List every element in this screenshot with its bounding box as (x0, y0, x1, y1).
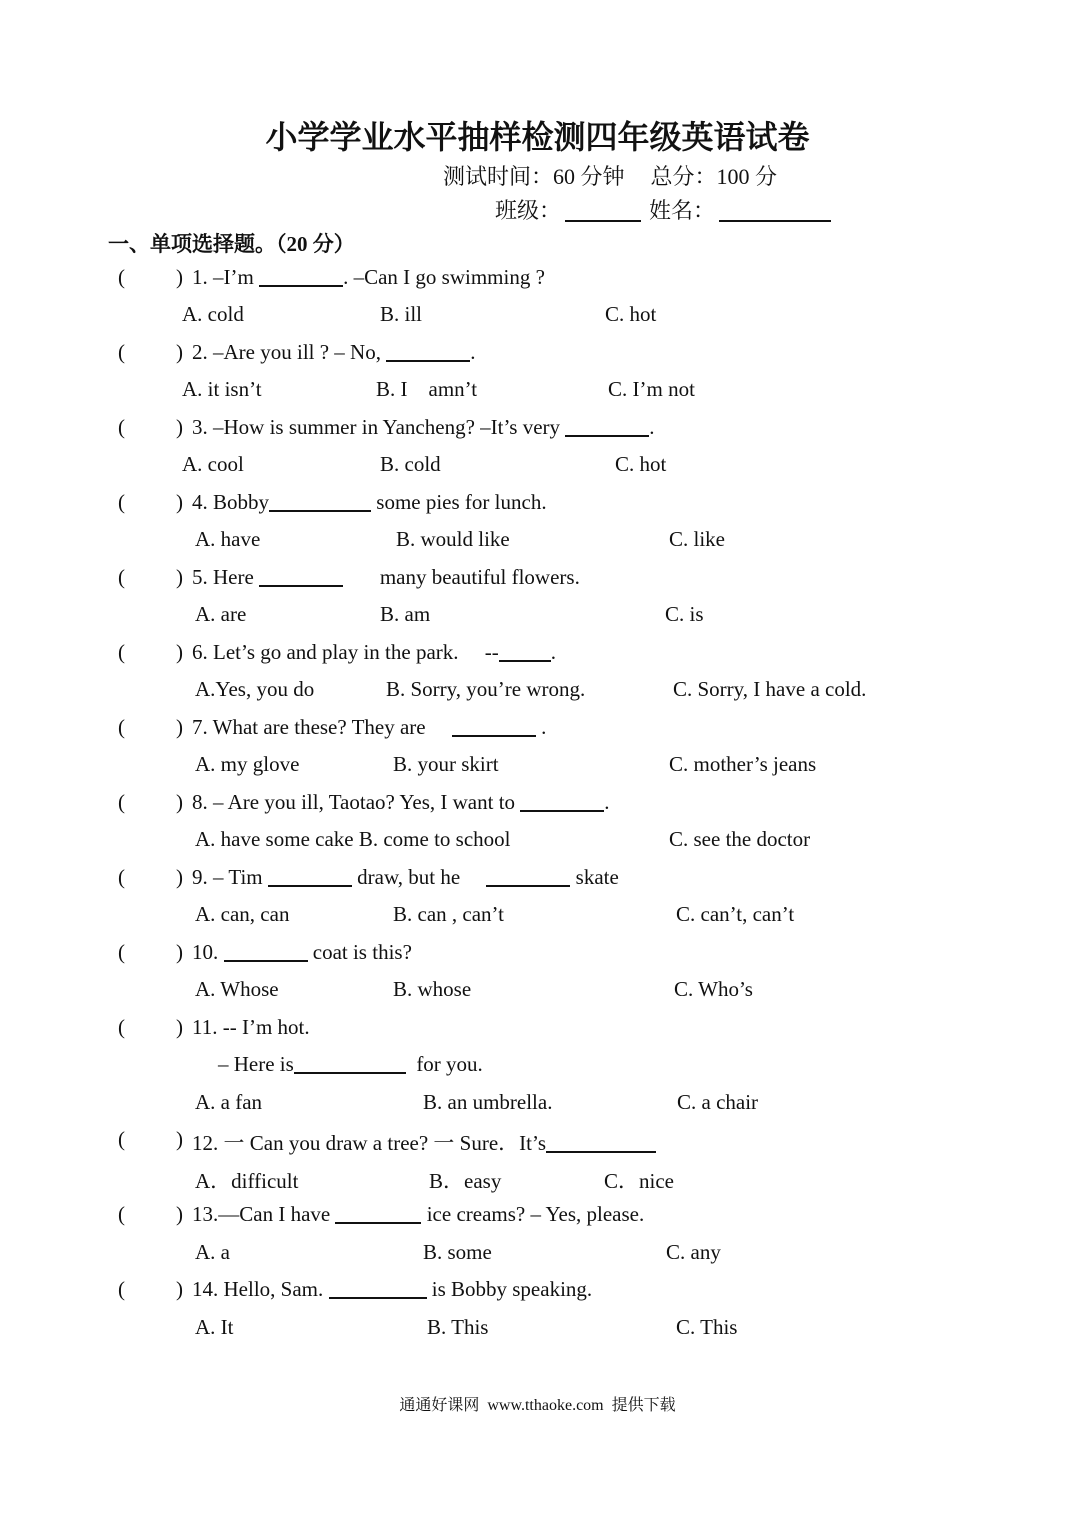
option-c[interactable]: C. hot (615, 452, 667, 476)
name-label: 姓名： (649, 198, 716, 223)
question-text: 1. –I’m . –Can I go swimming ? (192, 265, 545, 289)
option-c[interactable]: C. see the doctor (669, 827, 811, 851)
question-13 (0, 1202, 1075, 1239)
options-11 (0, 1090, 1075, 1127)
page-footer: 通通好课网 www.tthaoke.com 提供下载 (399, 1397, 676, 1414)
options-9 (0, 902, 1075, 939)
question-text: 10. coat is this? (192, 940, 412, 964)
blank (486, 865, 570, 887)
student-info (495, 194, 831, 225)
blank (335, 1202, 421, 1224)
answer-paren-close: ) (176, 1202, 183, 1226)
answer-paren-close: ) (176, 1015, 183, 1039)
options-4 (0, 527, 1075, 564)
answer-paren-open[interactable]: ( (118, 640, 125, 664)
question-11 (0, 1015, 1075, 1052)
question-5 (0, 565, 1075, 602)
section-heading: 一、单项选择题。（20 分） (108, 232, 355, 256)
question-9 (0, 865, 1075, 902)
blank (259, 265, 343, 287)
time-label: 测试时间：60 分钟 (443, 164, 625, 189)
answer-paren-close: ) (176, 790, 183, 814)
option-a[interactable]: A. it isn’t (182, 377, 262, 401)
blank (259, 565, 343, 587)
question-8 (0, 790, 1075, 827)
score-label: 总分：100 分 (650, 164, 778, 189)
answer-paren-open[interactable]: ( (118, 1127, 125, 1151)
option-b[interactable]: B. some (423, 1240, 492, 1264)
question-2 (0, 340, 1075, 377)
answer-paren-close: ) (176, 940, 183, 964)
option-c[interactable]: C. a chair (677, 1090, 759, 1114)
question-text: 9. – Tim draw, but he skate (192, 865, 619, 889)
option-a[interactable]: A. a (195, 1240, 230, 1264)
answer-paren-close: ) (176, 1277, 183, 1301)
option-b[interactable]: B. an umbrella. (423, 1090, 553, 1114)
exam-title: 小学学业水平抽样检测四年级英语试卷 (265, 119, 810, 155)
options-3 (0, 452, 1075, 489)
answer-paren-close: ) (176, 865, 183, 889)
question-14 (0, 1277, 1075, 1314)
answer-paren-open[interactable]: ( (118, 340, 125, 364)
answer-paren-open[interactable]: ( (118, 865, 125, 889)
class-blank[interactable] (565, 200, 641, 222)
option-b[interactable]: B. your skirt (393, 752, 499, 776)
options-8 (0, 827, 1075, 864)
option-b[interactable]: B．easy (429, 1169, 502, 1193)
name-blank[interactable] (719, 200, 831, 222)
option-b[interactable]: B. whose (393, 977, 472, 1001)
option-a[interactable]: A. cold (182, 302, 244, 326)
options-6 (0, 677, 1075, 714)
answer-paren-open[interactable]: ( (118, 940, 125, 964)
option-a[interactable]: A. a fan (195, 1090, 263, 1114)
options-2 (0, 377, 1075, 414)
blank (224, 940, 308, 962)
question-text: 13.—Can I have ice creams? – Yes, please. (192, 1202, 645, 1226)
option-c[interactable]: C. can’t, can’t (676, 902, 795, 926)
answer-paren-open[interactable]: ( (118, 1202, 125, 1226)
answer-paren-open[interactable]: ( (118, 265, 125, 289)
option-b[interactable]: B. would like (396, 527, 510, 551)
option-c[interactable]: C. like (669, 527, 725, 551)
blank (329, 1277, 427, 1299)
option-a[interactable]: A.Yes, you do (195, 677, 315, 701)
question-text: 2. –Are you ill ? – No, . (192, 340, 476, 364)
question-text: 14. Hello, Sam. is Bobby speaking. (192, 1277, 593, 1301)
answer-paren-close: ) (176, 715, 183, 739)
exam-meta (443, 160, 777, 191)
options-13 (0, 1240, 1075, 1277)
question-11-line2 (0, 1052, 1075, 1089)
option-b[interactable]: B. cold (380, 452, 441, 476)
options-10 (0, 977, 1075, 1014)
question-10 (0, 940, 1075, 977)
option-a-b[interactable]: A. have some cake B. come to school (195, 827, 511, 851)
option-b[interactable]: B. I amn’t (376, 377, 478, 401)
option-c[interactable]: C. Who’s (674, 977, 753, 1001)
option-b[interactable]: B. am (380, 602, 431, 626)
question-6 (0, 640, 1075, 677)
option-c[interactable]: C. is (665, 602, 704, 626)
answer-paren-open[interactable]: ( (118, 415, 125, 439)
question-1 (0, 265, 1075, 302)
answer-paren-close: ) (176, 565, 183, 589)
options-7 (0, 752, 1075, 789)
answer-paren-open[interactable]: ( (118, 565, 125, 589)
answer-paren-close: ) (176, 640, 183, 664)
options-5 (0, 602, 1075, 639)
blank (269, 490, 371, 512)
question-12 (0, 1127, 1075, 1164)
answer-paren-close: ) (176, 340, 183, 364)
blank (268, 865, 352, 887)
question-text: – Here is for you. (218, 1052, 483, 1076)
answer-paren-open[interactable]: ( (118, 715, 125, 739)
blank (294, 1052, 406, 1074)
option-b[interactable]: B. ill (380, 302, 423, 326)
option-c[interactable]: C．nice (604, 1169, 674, 1193)
question-text: 6. Let’s go and play in the park. -- . (192, 640, 557, 664)
question-text: 3. –How is summer in Yancheng? –It’s very . (192, 415, 655, 439)
option-b[interactable]: B. can , can’t (393, 902, 504, 926)
option-a[interactable]: A. Whose (195, 977, 279, 1001)
blank (386, 340, 470, 362)
blank (452, 715, 536, 737)
option-b[interactable]: B. This (427, 1315, 489, 1339)
question-3 (0, 415, 1075, 452)
option-a[interactable]: A. cool (182, 452, 244, 476)
class-label: 班级： (495, 198, 562, 223)
answer-paren-close: ) (176, 265, 183, 289)
question-text: 7. What are these? They are . (192, 715, 547, 739)
options-1 (0, 302, 1075, 339)
answer-paren-open[interactable]: ( (118, 490, 125, 514)
option-c[interactable]: C. I’m not (608, 377, 695, 401)
option-a[interactable]: A．difficult (195, 1169, 299, 1193)
blank (565, 415, 649, 437)
question-4 (0, 490, 1075, 527)
blank (499, 640, 551, 662)
blank (546, 1131, 656, 1153)
option-c[interactable]: C. Sorry, I have a cold. (673, 677, 867, 701)
option-a[interactable]: A. It (195, 1315, 234, 1339)
answer-paren-open[interactable]: ( (118, 1015, 125, 1039)
option-c[interactable]: C. mother’s jeans (669, 752, 817, 776)
blank (520, 790, 604, 812)
option-c[interactable]: C. hot (605, 302, 657, 326)
option-c[interactable]: C. any (666, 1240, 721, 1264)
option-a[interactable]: A. have (195, 527, 261, 551)
option-b[interactable]: B. Sorry, you’re wrong. (386, 677, 586, 701)
answer-paren-close: ) (176, 1127, 183, 1151)
option-c[interactable]: C. This (676, 1315, 738, 1339)
question-7 (0, 715, 1075, 752)
options-14 (0, 1315, 1075, 1352)
answer-paren-close: ) (176, 490, 183, 514)
answer-paren-open[interactable]: ( (118, 790, 125, 814)
option-a[interactable]: A. can, can (195, 902, 290, 926)
option-a[interactable]: A. my glove (195, 752, 300, 776)
question-text: 12. 一 Can you draw a tree? 一 Sure．It’s (192, 1127, 656, 1157)
question-text: 8. – Are you ill, Taotao? Yes, I want to . (192, 790, 610, 814)
options-12 (0, 1165, 1075, 1202)
option-a[interactable]: A. are (195, 602, 247, 626)
question-text: 4. Bobby some pies for lunch. (192, 490, 547, 514)
question-text: 5. Here many beautiful flowers. (192, 565, 580, 589)
answer-paren-close: ) (176, 415, 183, 439)
question-text: 11. -- I’m hot. (192, 1015, 310, 1039)
answer-paren-open[interactable]: ( (118, 1277, 125, 1301)
